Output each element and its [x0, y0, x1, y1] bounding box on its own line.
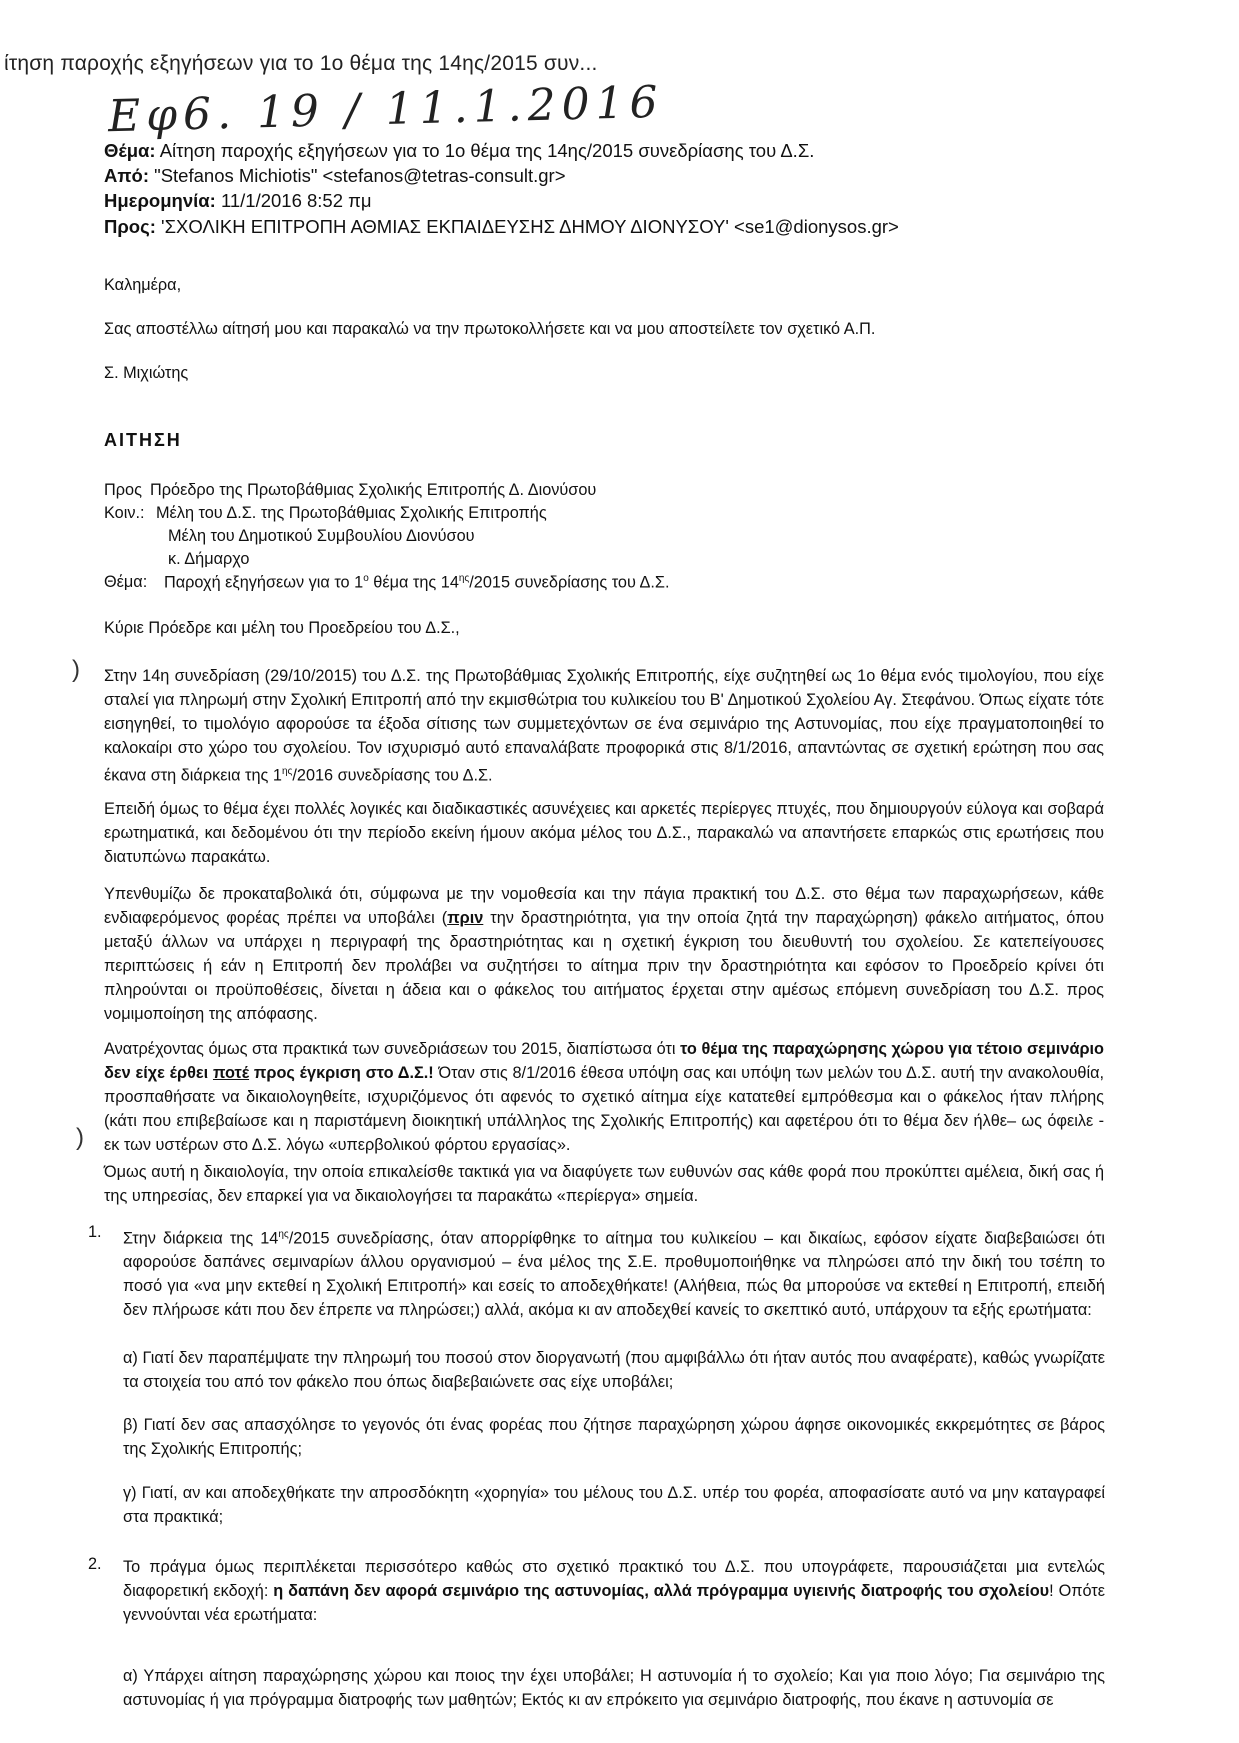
- email-from-line: [104, 165, 566, 187]
- email-to-label: Προς:: [104, 216, 156, 237]
- cc-mayor: κ. Δήμαρχο: [168, 550, 250, 568]
- cc-label: Κοιν.:: [104, 504, 145, 522]
- email-from: "Stefanos Michiotis" <stefanos@tetras-consult.gr>: [154, 165, 566, 186]
- cc-board-members: Μέλη του Δ.Σ. της Πρωτοβάθμιας Σχολικής Επιτροπής: [156, 504, 547, 522]
- email-greeting: Καλημέρα,: [104, 276, 182, 294]
- email-to-line: [104, 216, 899, 238]
- application-heading: ΑΙΤΗΣΗ: [104, 430, 182, 450]
- paragraph-1: Στην 14η συνεδρίαση (29/10/2015) του Δ.Σ. της Πρωτοβάθμιας Σχολικής Επιτροπής, είχε συζητηθεί ως 1ο θέμα ενός τιμολογίου, που είχε σταλεί για πληρωμή στην Σχολική Επιτροπή από την εκμισθώτρια του κυλικείου του Β' Δημοτικού Σχολείου Αγ. Στεφάνου. Όπως είχατε τότε εισηγηθεί, το τιμολόγιο αφορούσε τα έξοδα σίτισης των συμμετεχόντων σε ένα σεμινάριο της Αστυνομίας, που είχε πραγματοποιηθεί το καλοκαίρι στο χώρο του σχολείου. Τον ισχυρισμό αυτό επαναλάβατε προφορικά στις 8/1/2016, απαντώντας σε σχετική ερώτηση που σας έκανα στη διάρκεια της $1^{\eta\varsigma}/2016$ συνεδρίασης του Δ.Σ.: [104, 667, 1104, 785]
- question-1c: γ) Γιατί, αν και αποδεχθήκατε την απροσδόκητη «χορηγία» του μέλους του Δ.Σ. υπέρ του φορέα, αποφασίσατε αυτό να μην καταγραφεί στα πρακτικά;: [123, 1484, 1105, 1526]
- email-date-label: Ημερομηνία:: [104, 190, 216, 211]
- email-subject: Αίτηση παροχής εξηγήσεων για το 1ο θέμα της 14ης/2015 συνεδρίασης του Δ.Σ.: [159, 140, 815, 161]
- email-date-line: [104, 190, 372, 212]
- paragraph-5: Όμως αυτή η δικαιολογία, την οποία επικαλείσθε τακτικά για να διαφύγετε των ευθυνών σας κάθε φορά που προκύπτει αμέλεια, δική σας ή της υπηρεσίας, δεν επαρκεί για να δικαιολογήσει τα παρακάτω «περίεργα» σημεία.: [104, 1163, 1104, 1205]
- email-from-label: Από:: [104, 165, 149, 186]
- question-1a: α) Γιατί δεν παραπέμψατε την πληρωμή του ποσού στον διοργανωτή (που αμφιβάλλω ότι ήταν αυτός που αναφέρατε), καθώς γνωρίζατε τα στοιχεία του από τον φάκελο που όπως διαβεβαιώνετε σας είχε υποβάλει;: [123, 1349, 1105, 1391]
- question-1b: β) Γιατί δεν σας απασχόλησε το γεγονός ότι ένας φορέας που ζήτησε παραχώρηση χώρου άφησε οικονομικές εκκρεμότητες σε βάρος της Σχολικής Επιτροπής;: [123, 1416, 1105, 1458]
- email-to: 'ΣΧΟΛΙΚΗ ΕΠΙΤΡΟΠΗ ΑΘΜΙΑΣ ΕΚΠΑΙΔΕΥΣΗΣ ΔΗΜΟΥ ΔΙΟΝΥΣΟΥ' <se1@dionysos.gr>: [161, 216, 899, 237]
- application-subject-label: Θέμα:: [104, 573, 148, 591]
- email-subject-line: [104, 140, 814, 162]
- paragraph-2: Επειδή όμως το θέμα έχει πολλές λογικές και διαδικαστικές ασυνέχειες και αρκετές περίεργες πτυχές, που δημιουργούν εύλογα και σοβαρά ερωτηματικά, και δεδομένου ότι την περίοδο εκείνη ήμουν ακόμα μέλος του Δ.Σ., παρακαλώ να απαντήσετε επαρκώς στις ερωτήσεις που διατυπώνω παρακάτω.: [104, 800, 1104, 866]
- email-subject-label: Θέμα:: [104, 140, 156, 161]
- cc-council-members: Μέλη του Δημοτικού Συμβουλίου Διονύσου: [168, 527, 475, 545]
- item-2-number: 2.: [88, 1555, 102, 1573]
- email-date: 11/1/2016 8:52 πμ: [220, 190, 372, 211]
- margin-bracket-mark-2: ): [76, 1124, 84, 1151]
- recipient-value: Πρόεδρο της Πρωτοβάθμιας Σχολικής Επιτροπής Δ. Διονύσου: [150, 481, 597, 499]
- handwritten-protocol-stamp: Εφ6. 19 / 11.1.2016: [107, 76, 665, 143]
- email-signature: Σ. Μιχιώτης: [104, 364, 189, 382]
- paragraph-4: Ανατρέχοντας όμως στα πρακτικά των συνεδριάσεων του 2015, διαπίστωσα ότι το θέμα της παραχώρησης χώρου για τέτοιο σεμινάριο δεν είχε έρθει ποτέ προς έγκριση στο Δ.Σ.! Όταν στις 8/1/2016 έθεσα υπόψη σας και υπόψη των μελών του Δ.Σ. αυτή την ανακολουθία, προσπαθήσατε να δικαιολογηθείτε, ισχυριζόμενος ότι αφενός το σχετικό αίτημα είχε κατατεθεί εμπρόθεσμα και ο φάκελος ήταν πλήρης (κάτι που επιβεβαίωσε και η παριστάμενη διοικητική υπάλληλος της Σχολικής Επιτροπής) και αφετέρου ότι το θέμα δεν ήλθε– ως όφειλε - εκ των υστέρων στο Δ.Σ. λόγω «υπερβολικού φόρτου εργασίας».: [104, 1040, 1105, 1154]
- item-1-text: Στην διάρκεια της $14^{\eta\varsigma}/2015$ συνεδρίασης, όταν απορρίφθηκε το αίτημα του κυλικείου – και δικαίως, εφόσον είχατε διαβεβαιώσει ότι αφορούσε δαπάνες σεμιναρίων άλλου οργανισμού – ένα μέλος της Σ.Ε. προθυμοποιήθηκε να πληρώσει από την δική του τσέπη το ποσό για «να μην εκτεθεί η Σχολική Επιτροπή» και εσείς το αποδεχθήκατε! (Αλήθεια, πώς θα μπορούσε να εκτεθεί η Επιτροπή, επειδή δεν πλήρωσε κάτι που δεν έπρεπε να πληρώσει;) αλλά, ακόμα κι αν αποδεχθεί κανείς το σκεπτικό αυτό, υπάρχουν τα εξής ερωτήματα:: [123, 1229, 1105, 1320]
- question-2a: α) Υπάρχει αίτηση παραχώρησης χώρου και ποιος την έχει υποβάλει; Η αστυνομία ή το σχολείο; Και για ποιο λόγο; Για σεμινάριο της αστυνομίας ή για πρόγραμμα διατροφής των μαθητών; Εκτός κι αν επρόκειτο για σεμινάριο διατροφής, που έκανε η αστυνομία σε: [123, 1667, 1105, 1709]
- item-1-number: 1.: [88, 1223, 102, 1241]
- recipient-label: Προς: [104, 481, 142, 499]
- paragraph-3: Υπενθυμίζω δε προκαταβολικά ότι, σύμφωνα με την νομοθεσία και την πάγια πρακτική του Δ.Σ. στο θέμα των παραχωρήσεων, κάθε ενδιαφερόμενος φορέας πρέπει να υποβάλει (πριν την δραστηριότητα, για την οποία ζητά την παραχώρηση) φάκελο αιτήματος, όπου μεταξύ άλλων να υπάρχει η περιγραφή της δραστηριότητας και η σχετική έγκριση του διευθυντή του σχολείου. Σε κατεπείγουσες περιπτώσεις ή εάν η Επιτροπή δεν προλάβει να συζητήσει το αίτημα πριν την δραστηριότητα και εφόσον το Προεδρείο κρίνει ότι πληρούνται οι προϋποθέσεις, δίνεται η άδεια και ο φάκελος του αιτήματος έρχεται στην αμέσως επόμενη συνεδρίαση του Δ.Σ. προς νομιμοποίηση της απόφασης.: [104, 885, 1104, 1023]
- application-subject: Παροχή εξηγήσεων για το $1^o$ θέμα της $14^{\eta\varsigma}/2015$ συνεδρίασης του Δ.Σ.: [164, 573, 670, 592]
- salutation: Κύριε Πρόεδρε και μέλη του Προεδρείου του Δ.Σ.,: [104, 619, 460, 637]
- item-2-text: Το πράγμα όμως περιπλέκεται περισσότερο καθώς στο σχετικό πρακτικό του Δ.Σ. που υπογράφετε, παρουσιάζεται μια εντελώς διαφορετική εκδοχή: η δαπάνη δεν αφορά σεμινάριο της αστυνομίας, αλλά πρόγραμμα υγιεινής διατροφής του σχολείου! Οπότε γεννούνται νέα ερωτήματα:: [123, 1558, 1105, 1624]
- print-header-title: ίτηση παροχής εξηγήσεων για το 1ο θέμα της 14ης/2015 συν...: [4, 52, 598, 75]
- margin-bracket-mark: ): [72, 656, 80, 683]
- email-message: Σας αποστέλλω αίτησή μου και παρακαλώ να την πρωτοκολλήσετε και να μου αποστείλετε τον σχετικό Α.Π.: [104, 320, 876, 338]
